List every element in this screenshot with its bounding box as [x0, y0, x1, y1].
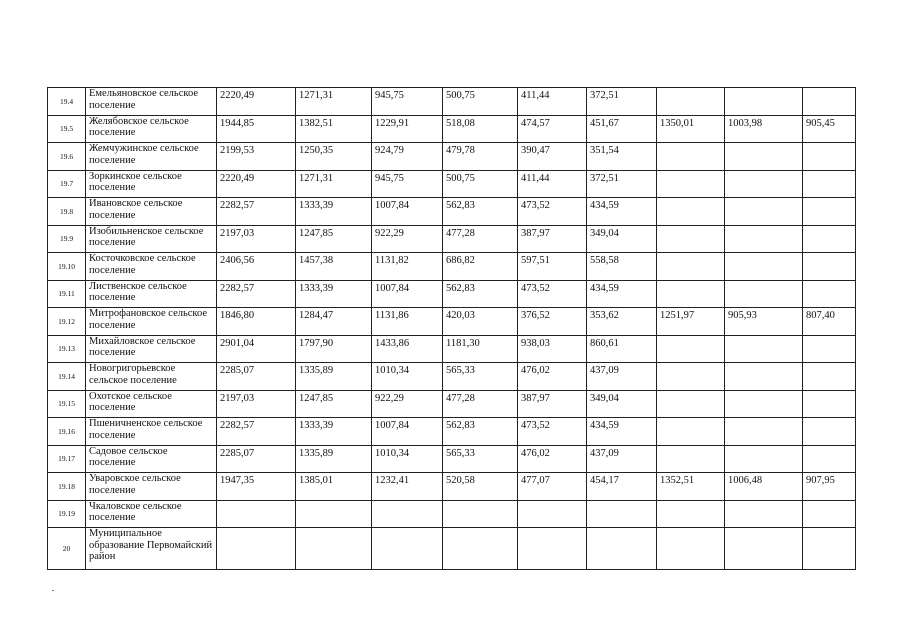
value-cell: 437,09 [587, 363, 657, 391]
value-cell [803, 280, 856, 308]
value-cell: 1010,34 [372, 445, 443, 473]
value-cell: 1333,39 [296, 418, 372, 446]
value-cell: 434,59 [587, 418, 657, 446]
value-cell: 945,75 [372, 88, 443, 116]
value-cell [587, 500, 657, 528]
value-cell: 565,33 [443, 363, 518, 391]
settlement-name: Жемчужинское сельское поселение [86, 143, 217, 171]
value-cell: 1247,85 [296, 390, 372, 418]
value-cell: 1846,80 [217, 308, 296, 336]
value-cell [217, 528, 296, 570]
value-cell: 562,83 [443, 280, 518, 308]
tariff-table [47, 87, 856, 570]
value-cell [657, 280, 725, 308]
value-cell: 2282,57 [217, 198, 296, 226]
value-cell: 2285,07 [217, 363, 296, 391]
value-cell: 565,33 [443, 445, 518, 473]
value-cell: 807,40 [803, 308, 856, 336]
value-cell: 2197,03 [217, 225, 296, 253]
settlement-name: Лиственское сельское поселение [86, 280, 217, 308]
value-cell: 351,54 [587, 143, 657, 171]
value-cell: 2220,49 [217, 88, 296, 116]
value-cell [657, 528, 725, 570]
value-cell [803, 390, 856, 418]
value-cell [803, 445, 856, 473]
value-cell: 411,44 [518, 170, 587, 198]
value-cell: 376,52 [518, 308, 587, 336]
value-cell: 437,09 [587, 445, 657, 473]
value-cell: 454,17 [587, 473, 657, 501]
value-cell [725, 418, 803, 446]
value-cell [803, 335, 856, 363]
table-row [48, 363, 856, 391]
value-cell [803, 500, 856, 528]
value-cell: 1382,51 [296, 115, 372, 143]
table-row [48, 88, 856, 116]
value-cell [725, 280, 803, 308]
value-cell: 1131,86 [372, 308, 443, 336]
value-cell [725, 363, 803, 391]
value-cell: 1010,34 [372, 363, 443, 391]
value-cell: 558,58 [587, 253, 657, 281]
table-row [48, 418, 856, 446]
value-cell: 1797,90 [296, 335, 372, 363]
value-cell [587, 528, 657, 570]
value-cell: 1251,97 [657, 308, 725, 336]
value-cell: 1284,47 [296, 308, 372, 336]
page-mark [52, 590, 54, 591]
value-cell [803, 253, 856, 281]
row-number: 19.7 [48, 170, 86, 198]
value-cell: 473,52 [518, 418, 587, 446]
value-cell: 1007,84 [372, 280, 443, 308]
value-cell: 922,29 [372, 390, 443, 418]
value-cell: 1006,48 [725, 473, 803, 501]
settlement-name: Михайловское сельское поселение [86, 335, 217, 363]
value-cell: 1352,51 [657, 473, 725, 501]
row-number: 19.18 [48, 473, 86, 501]
value-cell [725, 335, 803, 363]
value-cell [657, 390, 725, 418]
table-body [48, 88, 856, 570]
value-cell: 1333,39 [296, 280, 372, 308]
value-cell: 1271,31 [296, 88, 372, 116]
value-cell: 1457,38 [296, 253, 372, 281]
table-row [48, 528, 856, 570]
value-cell: 1007,84 [372, 198, 443, 226]
value-cell: 387,97 [518, 225, 587, 253]
value-cell: 905,93 [725, 308, 803, 336]
value-cell: 922,29 [372, 225, 443, 253]
value-cell [725, 528, 803, 570]
value-cell: 1232,41 [372, 473, 443, 501]
value-cell: 1247,85 [296, 225, 372, 253]
value-cell [725, 198, 803, 226]
table-row [48, 225, 856, 253]
value-cell: 1385,01 [296, 473, 372, 501]
value-cell: 473,52 [518, 198, 587, 226]
value-cell: 520,58 [443, 473, 518, 501]
table-row [48, 115, 856, 143]
value-cell: 477,07 [518, 473, 587, 501]
settlement-name: Зоркинское сельское поселение [86, 170, 217, 198]
settlement-name: Муниципальное образование Первомайский район [86, 528, 217, 570]
settlement-name: Митрофановское сельское поселение [86, 308, 217, 336]
value-cell: 2406,56 [217, 253, 296, 281]
value-cell: 1335,89 [296, 445, 372, 473]
value-cell: 420,03 [443, 308, 518, 336]
settlement-name: Емельяновское сельское поселение [86, 88, 217, 116]
value-cell: 924,79 [372, 143, 443, 171]
value-cell [657, 335, 725, 363]
table-row [48, 170, 856, 198]
row-number: 19.9 [48, 225, 86, 253]
table-row [48, 473, 856, 501]
value-cell: 434,59 [587, 280, 657, 308]
value-cell: 905,45 [803, 115, 856, 143]
value-cell: 1229,91 [372, 115, 443, 143]
value-cell: 2197,03 [217, 390, 296, 418]
value-cell: 1350,01 [657, 115, 725, 143]
row-number: 19.17 [48, 445, 86, 473]
value-cell: 476,02 [518, 445, 587, 473]
value-cell: 390,47 [518, 143, 587, 171]
value-cell: 562,83 [443, 198, 518, 226]
value-cell: 372,51 [587, 170, 657, 198]
table-row [48, 445, 856, 473]
value-cell: 562,83 [443, 418, 518, 446]
row-number: 19.14 [48, 363, 86, 391]
table-row [48, 390, 856, 418]
value-cell [657, 198, 725, 226]
table-row [48, 280, 856, 308]
value-cell: 474,57 [518, 115, 587, 143]
value-cell: 411,44 [518, 88, 587, 116]
table-row [48, 308, 856, 336]
value-cell [657, 418, 725, 446]
value-cell: 1271,31 [296, 170, 372, 198]
value-cell: 1433,86 [372, 335, 443, 363]
settlement-name: Косточковское сельское поселение [86, 253, 217, 281]
value-cell: 1007,84 [372, 418, 443, 446]
row-number: 19.4 [48, 88, 86, 116]
value-cell [725, 445, 803, 473]
value-cell [657, 363, 725, 391]
value-cell [217, 500, 296, 528]
table-row [48, 500, 856, 528]
table-row [48, 335, 856, 363]
value-cell [443, 528, 518, 570]
settlement-name: Садовое сельское поселение [86, 445, 217, 473]
value-cell: 945,75 [372, 170, 443, 198]
value-cell: 1131,82 [372, 253, 443, 281]
value-cell [657, 225, 725, 253]
row-number: 19.19 [48, 500, 86, 528]
value-cell: 434,59 [587, 198, 657, 226]
row-number: 19.12 [48, 308, 86, 336]
value-cell [803, 528, 856, 570]
value-cell [803, 418, 856, 446]
value-cell: 500,75 [443, 170, 518, 198]
value-cell: 860,61 [587, 335, 657, 363]
row-number: 19.16 [48, 418, 86, 446]
value-cell: 1250,35 [296, 143, 372, 171]
value-cell: 476,02 [518, 363, 587, 391]
value-cell: 2282,57 [217, 418, 296, 446]
value-cell [657, 88, 725, 116]
value-cell [296, 500, 372, 528]
value-cell: 518,08 [443, 115, 518, 143]
value-cell [725, 500, 803, 528]
value-cell [725, 88, 803, 116]
value-cell: 686,82 [443, 253, 518, 281]
value-cell [443, 500, 518, 528]
value-cell: 477,28 [443, 225, 518, 253]
row-number: 19.8 [48, 198, 86, 226]
row-number: 20 [48, 528, 86, 570]
settlement-name: Чкаловское сельское поселение [86, 500, 217, 528]
value-cell: 473,52 [518, 280, 587, 308]
value-cell [803, 88, 856, 116]
value-cell: 907,95 [803, 473, 856, 501]
value-cell [372, 500, 443, 528]
value-cell: 372,51 [587, 88, 657, 116]
value-cell [725, 143, 803, 171]
value-cell [296, 528, 372, 570]
settlement-name: Ивановское сельское поселение [86, 198, 217, 226]
value-cell [725, 390, 803, 418]
value-cell [803, 225, 856, 253]
row-number: 19.10 [48, 253, 86, 281]
value-cell [803, 143, 856, 171]
value-cell [657, 445, 725, 473]
value-cell [725, 253, 803, 281]
value-cell [372, 528, 443, 570]
settlement-name: Желябовское сельское поселение [86, 115, 217, 143]
value-cell [803, 198, 856, 226]
value-cell: 1003,98 [725, 115, 803, 143]
value-cell: 349,04 [587, 390, 657, 418]
value-cell: 597,51 [518, 253, 587, 281]
row-number: 19.15 [48, 390, 86, 418]
value-cell: 1944,85 [217, 115, 296, 143]
table-row [48, 198, 856, 226]
settlement-name: Изобильненское сельское поселение [86, 225, 217, 253]
value-cell: 349,04 [587, 225, 657, 253]
value-cell [725, 225, 803, 253]
value-cell: 1181,30 [443, 335, 518, 363]
value-cell: 353,62 [587, 308, 657, 336]
settlement-name: Новогригорьевское сельское поселение [86, 363, 217, 391]
value-cell: 1335,89 [296, 363, 372, 391]
table-row [48, 143, 856, 171]
value-cell [657, 170, 725, 198]
row-number: 19.6 [48, 143, 86, 171]
value-cell: 2901,04 [217, 335, 296, 363]
value-cell: 2282,57 [217, 280, 296, 308]
value-cell: 1333,39 [296, 198, 372, 226]
value-cell: 2285,07 [217, 445, 296, 473]
value-cell: 2220,49 [217, 170, 296, 198]
value-cell [803, 170, 856, 198]
row-number: 19.5 [48, 115, 86, 143]
row-number: 19.11 [48, 280, 86, 308]
settlement-name: Уваровское сельское поселение [86, 473, 217, 501]
value-cell [657, 253, 725, 281]
value-cell [518, 528, 587, 570]
value-cell: 938,03 [518, 335, 587, 363]
value-cell [657, 500, 725, 528]
value-cell [657, 143, 725, 171]
settlement-name: Пшеничненское сельское поселение [86, 418, 217, 446]
value-cell: 477,28 [443, 390, 518, 418]
value-cell: 479,78 [443, 143, 518, 171]
row-number: 19.13 [48, 335, 86, 363]
settlement-name: Охотское сельское поселение [86, 390, 217, 418]
value-cell [725, 170, 803, 198]
value-cell [518, 500, 587, 528]
value-cell: 500,75 [443, 88, 518, 116]
value-cell: 2199,53 [217, 143, 296, 171]
table-row [48, 253, 856, 281]
value-cell [803, 363, 856, 391]
value-cell: 451,67 [587, 115, 657, 143]
value-cell: 1947,35 [217, 473, 296, 501]
value-cell: 387,97 [518, 390, 587, 418]
